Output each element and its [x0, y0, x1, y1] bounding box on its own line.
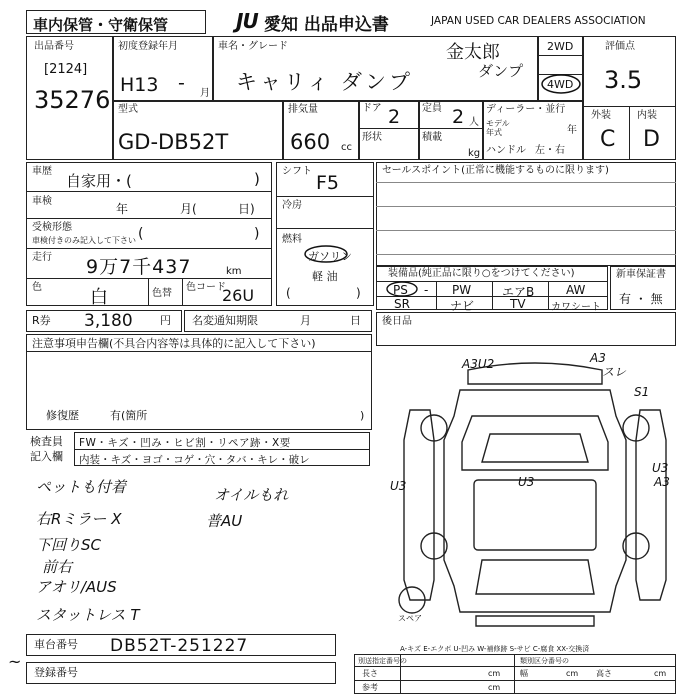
note-5: 下回りSC — [36, 536, 101, 554]
score-int-value: D — [643, 127, 660, 152]
seats-label: 定員 — [422, 103, 442, 114]
fuel-close: ) — [356, 286, 361, 300]
inspection-month: 月( — [180, 202, 197, 216]
score-label: 評価点 — [605, 41, 635, 52]
storage-label: 車内保管・守衛保管 — [33, 16, 169, 34]
name-change-label: 名変通知期限 — [192, 314, 258, 327]
drive-4wd-circle — [539, 73, 583, 95]
fuel-label: 燃料 — [282, 234, 302, 245]
color-label: 色 — [32, 282, 42, 293]
bottom-height-cm: cm — [654, 669, 667, 678]
notes-repair: 修復歴 — [46, 409, 79, 422]
name-change-month: 月 — [300, 314, 311, 327]
later-label: 後日品 — [382, 316, 412, 327]
doors-value: 2 — [388, 106, 401, 128]
chassis-label: 車台番号 — [34, 638, 78, 651]
equip-airbag: エアB — [502, 285, 535, 299]
lot-label: 出品番号 — [34, 41, 74, 52]
diagram-label-2: A3 — [590, 351, 606, 365]
equip-ps-circle — [384, 280, 420, 298]
registration-month-unit: 月 — [200, 88, 210, 99]
reg-number-label: 登録番号 — [34, 666, 78, 679]
chassis-value: DB52T-251227 — [110, 636, 249, 656]
note-8: スタットレス T — [36, 606, 140, 624]
org-title: 愛知 出品申込書 — [264, 15, 389, 35]
shape-label: 形状 — [362, 132, 382, 143]
diagram-label-6: U3 — [518, 475, 535, 489]
vehicle-name: キャリィ ダンプ — [236, 70, 414, 94]
equip-aw: AW — [566, 283, 586, 297]
inspector-row-1: FW・キズ・凹み・ヒビ割・リペア跡・X要 — [79, 437, 291, 449]
load-unit: kg — [468, 148, 481, 159]
warranty-opts: 有 ・ 無 — [619, 292, 663, 306]
notes-label: 注意事項申告欄(不具合内容等は具体的に記入して下さい) — [32, 337, 316, 350]
vehicle-grade-2: ダンプ — [478, 62, 524, 80]
registration-year: H13 — [120, 74, 159, 96]
model-value: GD-DB52T — [118, 130, 229, 154]
bottom-width-cm: cm — [566, 669, 579, 678]
dealer-model-year-label: モデル 年式 — [486, 119, 510, 137]
drive-2wd: 2WD — [547, 40, 574, 53]
sales-point-block — [376, 162, 676, 266]
score-int-label: 内装 — [637, 110, 657, 121]
inspector-row-2: 内装・キズ・ヨゴ・コゲ・穴・タバ・キレ・破レ — [79, 454, 310, 466]
diagram-label-5: U3 — [390, 479, 407, 493]
diagram-spare: スペア — [398, 614, 422, 623]
form-note: 車検付きのみ記入して下さい — [32, 236, 136, 245]
displacement-value: 660 — [290, 130, 331, 154]
mileage-label: 走行 — [32, 252, 52, 263]
equip-navi: ナビ — [450, 299, 475, 313]
bottom-type-change: 類別区分番号の — [520, 657, 569, 665]
bottom-ref: 参考 — [362, 683, 378, 692]
seats-unit: 人 — [469, 117, 479, 128]
score-ext-label: 外装 — [591, 110, 611, 121]
form-label: 受検形態 — [32, 222, 72, 233]
doors-label: ドア — [362, 103, 382, 114]
history-value: 自家用・( — [66, 172, 132, 190]
vehicle-diagram — [390, 350, 680, 640]
color-value: 白 — [90, 287, 108, 308]
diagram-label-8: A3 — [654, 475, 670, 489]
color-code-value: 26U — [222, 286, 255, 305]
inspection-day: 日) — [238, 202, 255, 216]
note-2: オイルもれ — [214, 486, 289, 504]
mileage-value: 9万7千437 — [86, 256, 192, 278]
form-close: ) — [254, 226, 260, 242]
diagram-label-4: S1 — [634, 385, 650, 399]
dealer-year-unit: 年 — [567, 125, 577, 136]
lot-code: [2124] — [44, 62, 88, 77]
later-block — [376, 312, 676, 346]
notes-repair-close: ) — [360, 409, 365, 422]
model-label: 型式 — [118, 104, 138, 115]
recycle-unit: 円 — [160, 314, 171, 327]
load-label: 積載 — [422, 132, 442, 143]
warranty-label: 新車保証書 — [616, 269, 666, 280]
handle-opts: 左・右 — [535, 145, 565, 156]
displacement-unit: cc — [341, 142, 352, 153]
inspector-label-1: 検査員 — [30, 435, 63, 448]
ju-logo: JU — [236, 9, 258, 33]
form-paren: ( — [138, 226, 144, 242]
bottom-designated: 別送指定番号の — [358, 657, 407, 665]
handle-label: ハンドル — [486, 145, 526, 156]
recycle-label: R券 — [32, 314, 51, 327]
storage-header — [26, 10, 206, 34]
fuel-paren: ( — [286, 286, 291, 300]
shift-value: F5 — [316, 172, 340, 194]
bottom-height: 高さ — [596, 669, 612, 678]
equip-sr: SR — [394, 297, 410, 311]
equip-dash: - — [424, 283, 429, 297]
vehicle-grade-1: 金太郎 — [446, 42, 500, 63]
note-7: アオリ/AUS — [36, 578, 117, 596]
note-1: ペットも付着 — [36, 478, 127, 496]
color-change-label: 色替 — [152, 288, 172, 299]
name-change-day: 日 — [350, 314, 361, 327]
fuel-gasoline-circle — [302, 244, 350, 264]
color-code-label: 色コード — [186, 282, 226, 293]
lot-number: 35276 — [34, 86, 111, 114]
history-label: 車歴 — [32, 166, 52, 177]
vehicle-name-label: 車名・グレード — [218, 41, 288, 52]
registration-month: - — [178, 72, 185, 94]
fuel-diesel: 軽 油 — [312, 270, 338, 283]
drive-4wd: 4WD — [547, 78, 574, 91]
recycle-value: 3,180 — [84, 311, 133, 331]
sales-point-label: セールスポイント(正常に機能するものに限ります) — [382, 165, 609, 176]
org-title-en: JAPAN USED CAR DEALERS ASSOCIATION — [431, 15, 646, 27]
diagram-legend: A-キズ E-エクボ U-凹み W-補修跡 S-サビ C-腐食 XX-交換済 — [400, 645, 590, 653]
dealer-label: ディーラー・並行 — [486, 104, 566, 115]
note-4: 普AU — [206, 512, 243, 530]
diagram-label-7: U3 — [652, 461, 669, 475]
equipment-label: 装備品(純正品に限り○をつけてください) — [388, 268, 575, 279]
shift-label: シフト — [282, 166, 312, 177]
diagram-label-1: A3U2 — [462, 357, 495, 371]
note-6: 前右 — [42, 558, 73, 576]
equip-pw: PW — [452, 283, 472, 297]
inspector-label-2: 記入欄 — [30, 450, 63, 463]
equip-seat: カワシート — [551, 302, 601, 313]
margin-mark: ~ — [8, 652, 22, 671]
history-close: ) — [254, 170, 260, 188]
score-value: 3.5 — [604, 66, 643, 94]
equip-ps: PS — [393, 283, 408, 297]
diagram-label-3: スレ — [602, 365, 627, 379]
registration-label: 初度登録年月 — [118, 41, 178, 52]
score-ext-value: C — [600, 127, 616, 152]
equip-tv: TV — [510, 297, 526, 311]
bottom-length: 長さ — [362, 669, 378, 678]
seats-value: 2 — [452, 106, 465, 128]
bottom-width: 幅 — [520, 669, 528, 678]
inspection-label: 車検 — [32, 196, 52, 207]
displacement-label: 排気量 — [288, 104, 318, 115]
cooling-label: 冷房 — [282, 200, 302, 211]
fuel-gasoline: ガソリン — [308, 250, 352, 263]
inspection-year: 年 — [116, 202, 129, 216]
bottom-length-cm: cm — [488, 669, 501, 678]
notes-repair-opt: 有(箇所 — [110, 409, 148, 422]
bottom-ref-cm: cm — [488, 683, 501, 692]
note-3: 右Rミラー X — [36, 510, 122, 528]
mileage-unit: km — [226, 266, 242, 277]
